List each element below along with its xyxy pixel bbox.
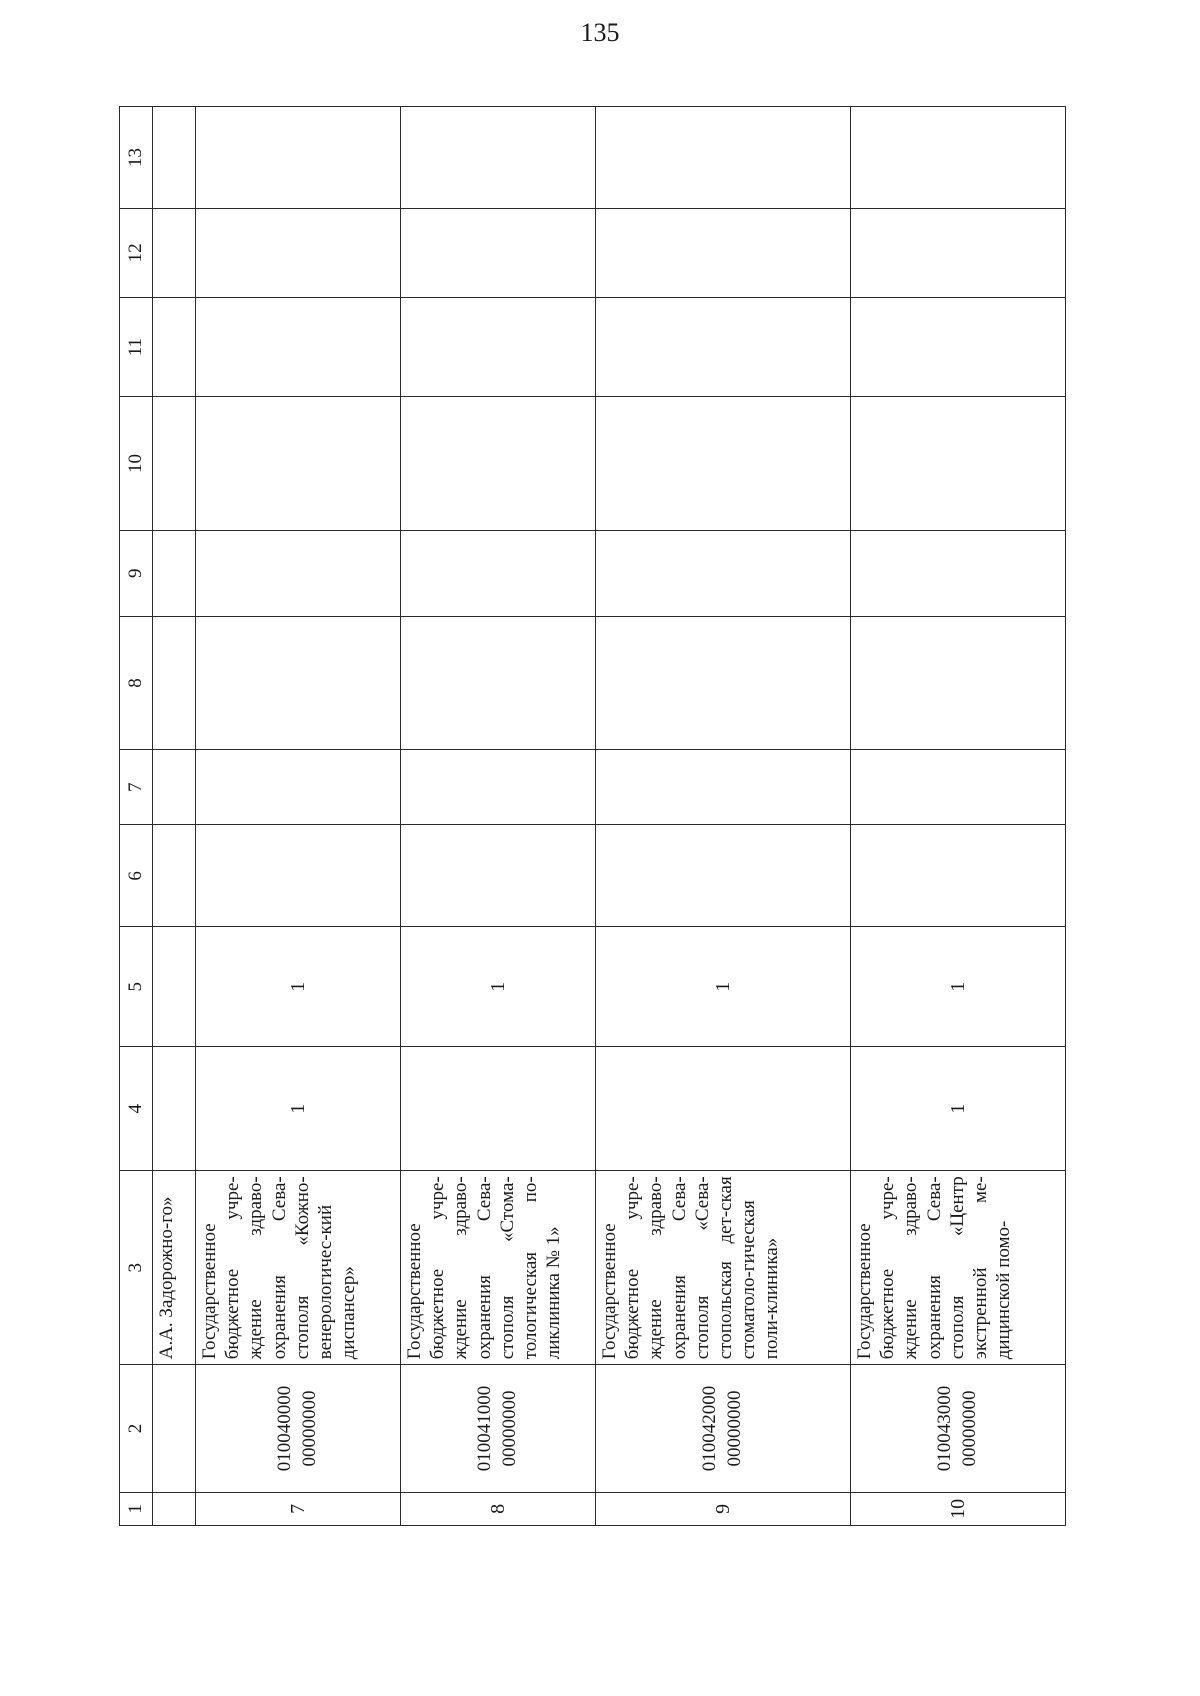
- carry-over-row: [153, 107, 196, 1526]
- row-number: 8: [401, 1492, 596, 1525]
- header-cell: 7: [120, 750, 153, 825]
- header-cell: 4: [120, 1047, 153, 1171]
- row-organization-name: Государственное бюджетное учре-ждение здраво-охранения Сева-стополя «Стома-тологическая по-ликлиника № 1»: [401, 1171, 596, 1365]
- row-code: 010043000 00000000: [851, 1365, 1066, 1492]
- header-cell: 10: [120, 397, 153, 530]
- header-cell: 12: [120, 209, 153, 298]
- row-organization-name: Государственное бюджетное учре-ждение здраво-охранения Сева-стополя «Кожно-венерологичес-кий диспансер»: [196, 1171, 401, 1365]
- header-cell: 13: [120, 107, 153, 209]
- row-code: 010042000 00000000: [596, 1365, 851, 1492]
- header-cell: 11: [120, 297, 153, 397]
- organizations-table: [119, 106, 1066, 1526]
- header-cell: 9: [120, 530, 153, 616]
- table-row: [596, 107, 851, 1526]
- row-col4-value: 1: [851, 1047, 1066, 1171]
- row-col5-value: 1: [851, 927, 1066, 1047]
- header-cell: 8: [120, 617, 153, 750]
- row-code: 010041000 00000000: [401, 1365, 596, 1492]
- row-col5-value: 1: [596, 927, 851, 1047]
- carry-over-name: А.А. Задорожно-го»: [153, 1171, 196, 1365]
- table-row: [401, 107, 596, 1526]
- rotated-table-wrapper: [119, 106, 1049, 1526]
- row-col5-value: 1: [196, 927, 401, 1047]
- row-organization-name: Государственное бюджетное учре-ждение здраво-охранения Сева-стополя «Сева-стопольская дет-ская стоматоло-гическая поли-клиника»: [596, 1171, 851, 1365]
- row-number: 7: [196, 1492, 401, 1525]
- table-row: [196, 107, 401, 1526]
- header-cell: 1: [120, 1492, 153, 1525]
- row-organization-name: Государственное бюджетное учре-ждение здраво-охранения Сева-стополя «Центр экстренной ме-дицинской помо-: [851, 1171, 1066, 1365]
- page-number: 135: [580, 18, 620, 47]
- rotated-table: [119, 106, 1049, 1526]
- row-col4-value: 1: [196, 1047, 401, 1171]
- row-number: 9: [596, 1492, 851, 1525]
- row-col4-value: [401, 1047, 596, 1171]
- row-col4-value: [596, 1047, 851, 1171]
- header-cell: 3: [120, 1171, 153, 1365]
- row-col5-value: 1: [401, 927, 596, 1047]
- header-cell: 6: [120, 825, 153, 927]
- row-code: 010040000 00000000: [196, 1365, 401, 1492]
- header-cell: 2: [120, 1365, 153, 1492]
- row-number: 10: [851, 1492, 1066, 1525]
- header-cell: 5: [120, 927, 153, 1047]
- header-row: [120, 107, 153, 1526]
- table-row: [851, 107, 1066, 1526]
